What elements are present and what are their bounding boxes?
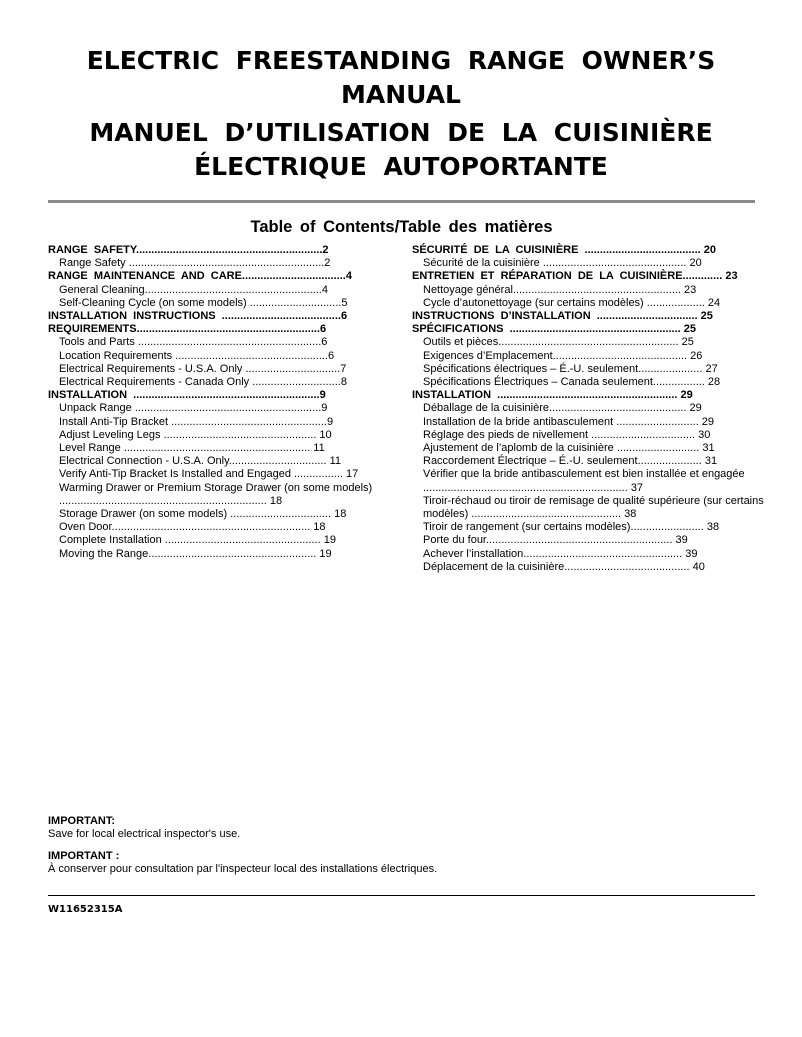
toc-subsection-entry[interactable]: Tools and Parts ............................................................6	[59, 336, 328, 349]
toc-subsection-entry[interactable]: Moving the Range....................................................... 19	[59, 547, 332, 560]
toc-subsection-entry[interactable]: Verify Anti-Tip Bracket Is Installed and Engaged ................ 17	[59, 468, 359, 481]
toc-section-entry[interactable]: RANGE SAFETY.............................................................2	[48, 244, 329, 256]
toc-subsection-entry[interactable]: Cycle d’autonettoyage (sur certains modèles) ................... 24	[423, 296, 721, 309]
important-notes	[48, 815, 437, 876]
important-label-french: IMPORTANT :	[48, 850, 120, 862]
important-text-english: Save for local electrical inspector's use.	[48, 828, 241, 840]
toc-subsection-entry[interactable]: Réglage des pieds de nivellement .................................. 30	[423, 428, 711, 441]
toc-subsection-entry[interactable]: Location Requirements ..................................................6	[59, 349, 335, 362]
toc-subsection-entry[interactable]: Level Range ............................................................. 11	[59, 442, 325, 455]
toc-subsection-entry[interactable]: Raccordement Électrique – É.-U. seulement..................... 31	[423, 455, 718, 468]
toc-section-entry[interactable]: SÉCURITÉ DE LA CUISINIÈRE ...................................... 20	[412, 244, 716, 256]
toc-subsection-entry[interactable]: Porte du four............................................................. 39	[423, 534, 688, 547]
toc-subsection-entry[interactable]: Electrical Requirements - U.S.A. Only ...............................7	[59, 362, 347, 375]
toc-section-entry[interactable]: ENTRETIEN ET RÉPARATION DE LA CUISINIÈRE............. 23	[412, 270, 738, 283]
toc-subsection-entry[interactable]: Spécifications Électriques – Canada seulement................. 28	[423, 376, 721, 389]
toc-subsection-entry[interactable]: Unpack Range .............................................................9	[59, 402, 328, 415]
toc-subsection-entry[interactable]: Warming Drawer or Premium Storage Drawer (on some models) .................................................................... 18	[59, 481, 373, 507]
toc-subsection-entry[interactable]: Déballage de la cuisinière............................................. 29	[423, 402, 702, 415]
toc-subsection-entry[interactable]: Self-Cleaning Cycle (on some models) ..............................5	[59, 296, 348, 309]
toc-subsection-entry[interactable]: Nettoyage général....................................................... 23	[423, 283, 697, 296]
toc-section-entry[interactable]: INSTALLATION ........................................................... 29	[412, 389, 693, 402]
document-number: W11652315A	[48, 904, 123, 915]
title-french: MANUEL D’UTILISATION DE LA CUISINIÈRE ÉLECTRIQUE AUTOPORTANTE	[89, 118, 713, 181]
important-label-english: IMPORTANT:	[48, 815, 116, 827]
toc-subsection-entry[interactable]: Spécifications électriques – É.-U. seulement..................... 27	[423, 362, 718, 375]
toc-section-entry[interactable]: REQUIREMENTS............................................................6	[48, 323, 327, 336]
toc-heading: Table of Contents/Table des matières	[250, 218, 553, 236]
toc-column-english	[48, 244, 398, 561]
toc-subsection-entry[interactable]: Outils et pièces........................................................... 25	[423, 336, 694, 349]
toc-column-french	[412, 244, 772, 574]
toc-subsection-entry[interactable]: Complete Installation ................................................... 19	[59, 534, 336, 547]
toc-subsection-entry[interactable]: Déplacement de la cuisinière......................................... 40	[423, 560, 705, 573]
toc-subsection-entry[interactable]: Electrical Requirements - Canada Only .............................8	[59, 376, 347, 389]
toc-section-entry[interactable]: RANGE MAINTENANCE AND CARE..................................4	[48, 270, 352, 283]
toc-section-entry[interactable]: INSTALLATION INSTRUCTIONS .......................................6	[48, 310, 348, 323]
toc-subsection-entry[interactable]: Sécurité de la cuisinière ............................................... 20	[423, 257, 702, 270]
title-english: ELECTRIC FREESTANDING RANGE OWNER’S MANUAL	[86, 46, 716, 109]
toc-section-entry[interactable]: INSTALLATION .............................................................9	[48, 389, 326, 402]
toc-subsection-entry[interactable]: Storage Drawer (on some models) ................................. 18	[59, 508, 347, 521]
toc-subsection-entry[interactable]: General Cleaning..........................................................4	[59, 283, 328, 296]
toc-subsection-entry[interactable]: Achever l’installation.................................................... 39	[423, 547, 698, 560]
toc-section-entry[interactable]: INSTRUCTIONS D’INSTALLATION ................................. 25	[412, 310, 713, 323]
toc-subsection-entry[interactable]: Electrical Connection - U.S.A. Only................................ 11	[59, 455, 342, 468]
toc-subsection-entry[interactable]: Tiroir de rangement (sur certains modèles)........................ 38	[423, 521, 720, 534]
toc-subsection-entry[interactable]: Range Safety ................................................................2	[59, 257, 331, 270]
toc-subsection-entry[interactable]: Exigences d’Emplacement............................................ 26	[423, 349, 703, 362]
toc-subsection-entry[interactable]: Adjust Leveling Legs .................................................. 10	[59, 428, 332, 441]
toc-subsection-entry[interactable]: Vérifier que la bride antibasculement est bien installée et engagée ................................................................... 37	[423, 468, 745, 494]
toc-subsection-entry[interactable]: Installation de la bride antibasculement ........................... 29	[423, 415, 715, 428]
title-divider	[48, 200, 755, 203]
toc-subsection-entry[interactable]: Oven Door................................................................. 18	[59, 521, 326, 534]
important-text-french: À conserver pour consultation par l'inspecteur local des installations électriques.	[48, 863, 438, 875]
footer-divider	[48, 895, 755, 896]
toc-subsection-entry[interactable]: Install Anti-Tip Bracket ...................................................9	[59, 415, 334, 428]
toc-subsection-entry[interactable]: Ajustement de l’aplomb de la cuisinière ........................... 31	[423, 442, 715, 455]
toc-section-entry[interactable]: SPÉCIFICATIONS ........................................................ 25	[412, 323, 697, 336]
toc-subsection-entry[interactable]: Tiroir-réchaud ou tiroir de remisage de qualité supérieure (sur certains modèles) ................................................. 38	[423, 494, 764, 521]
